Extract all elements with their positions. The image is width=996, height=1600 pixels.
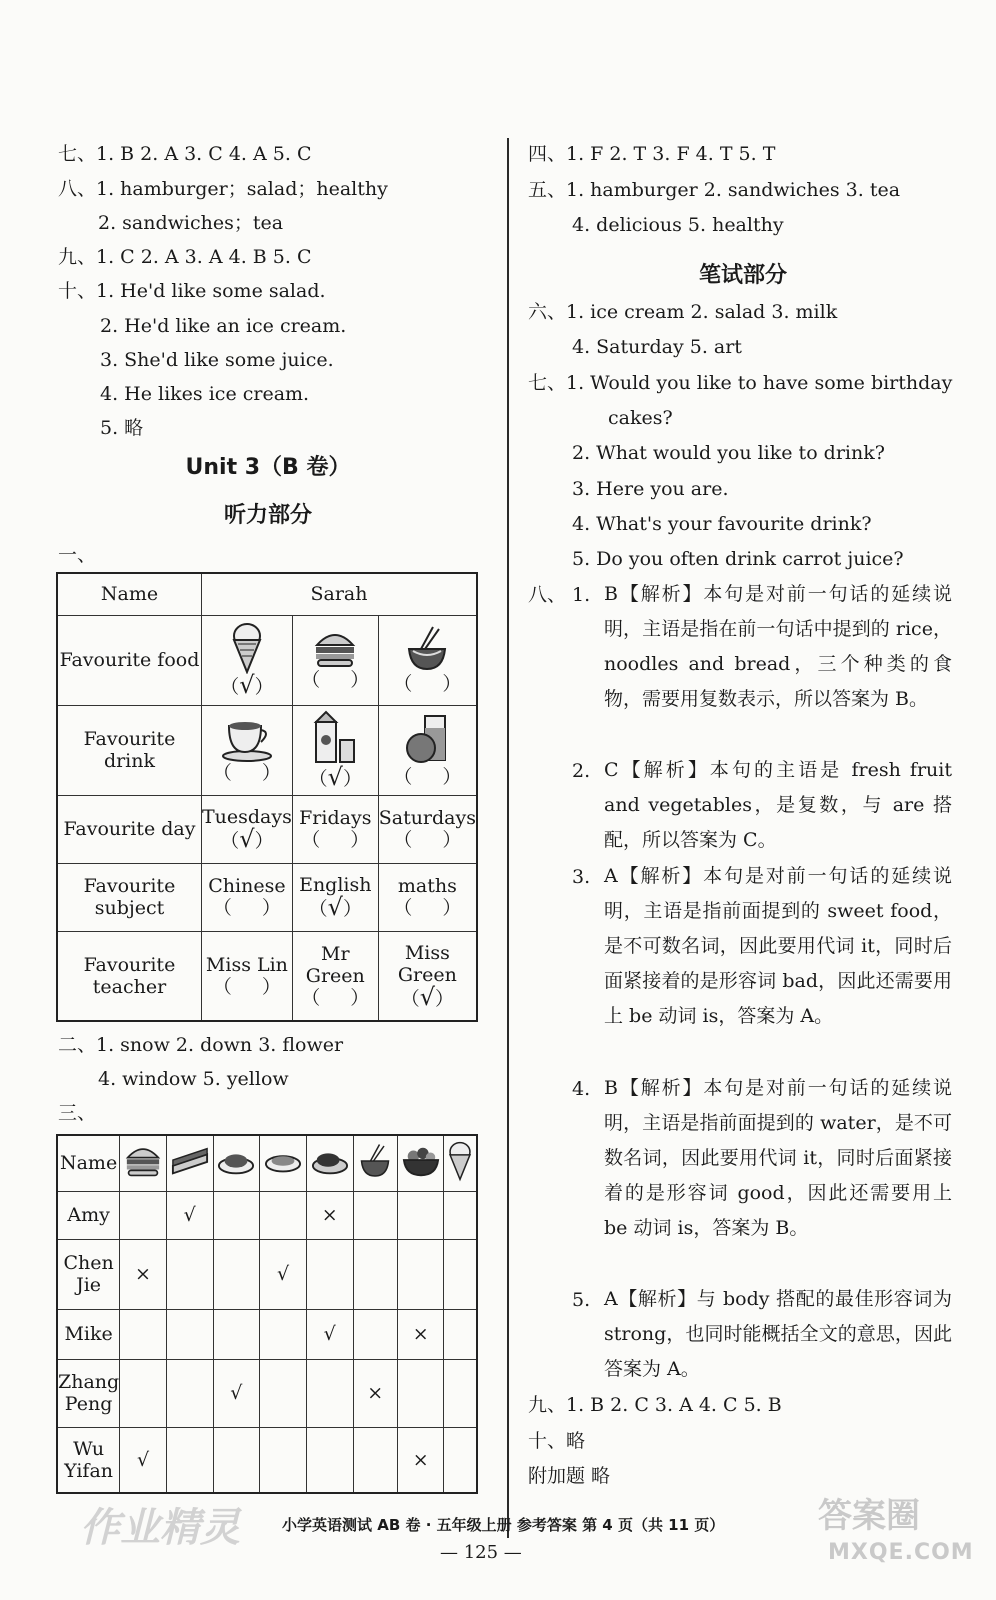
mark-cell — [444, 1359, 477, 1427]
q8-item-number: 2. — [572, 760, 591, 782]
mark-cell — [397, 1359, 444, 1427]
answer-mark: √ — [327, 893, 343, 921]
mark-cell — [260, 1191, 307, 1239]
table-cell — [201, 863, 292, 931]
answer-line-q7-1: 七、1. Would you like to have some birthday — [528, 372, 953, 394]
mark-cell — [213, 1427, 260, 1493]
paren-close: ） — [342, 898, 362, 920]
table-cell — [292, 863, 378, 931]
table-row — [57, 615, 477, 705]
mark-cell — [444, 1427, 477, 1493]
row-name: Mike — [57, 1309, 120, 1359]
table-row — [57, 931, 477, 1021]
milk-carton-icon — [312, 710, 358, 766]
mark-cell — [444, 1191, 477, 1239]
paren-open: （ — [220, 830, 240, 852]
watermark-right-top: 答案圈 — [818, 1496, 920, 1536]
salad-icon — [402, 1144, 440, 1178]
table-row — [57, 705, 477, 795]
mark-cell — [306, 1427, 353, 1493]
table-row — [57, 1427, 477, 1493]
paren-open: （ — [212, 975, 232, 998]
paren-open: （ — [301, 669, 321, 691]
table-row — [57, 1309, 477, 1359]
tea-cup-icon — [221, 716, 273, 762]
watermark-right-bottom: MXQE.COM — [828, 1540, 974, 1565]
row-name: Zhang Peng — [57, 1359, 120, 1427]
answer-line-q9: 九、1. B 2. C 3. A 4. C 5. B — [528, 1394, 782, 1416]
header-icon-cell — [306, 1135, 353, 1191]
header-icon-cell — [397, 1135, 444, 1191]
header-icon-cell — [120, 1135, 167, 1191]
mark-cell — [353, 1191, 397, 1239]
q1-label: 一、 — [58, 544, 97, 566]
q8-item-number: 5. — [572, 1289, 591, 1311]
cell-text: Chinese — [208, 875, 286, 897]
answer-line-q8-1: 八、1. hamburger；salad；healthy — [58, 178, 388, 200]
row-label: Favourite subject — [57, 863, 201, 931]
row-name: Amy — [57, 1191, 120, 1239]
table-cell — [292, 795, 378, 863]
answer-line-q8-2: 2. sandwiches；tea — [98, 212, 284, 234]
table-header-name: Name — [57, 1135, 120, 1191]
paren-close: ） — [442, 829, 462, 851]
answer-line-q4: 四、1. F 2. T 3. F 4. T 5. T — [528, 143, 776, 165]
mark-cell: × — [306, 1191, 353, 1239]
paren-close: ） — [261, 975, 281, 998]
mark-cell: × — [353, 1359, 397, 1427]
table-row — [57, 1239, 477, 1309]
table-cell — [292, 931, 378, 1021]
mark-cell — [444, 1309, 477, 1359]
row-name: Chen Jie — [57, 1239, 120, 1309]
unit-title: Unit 3（B 卷） — [185, 455, 351, 480]
answer-line-q7-4: 4. What's your favourite drink? — [572, 513, 872, 535]
table-cell — [201, 795, 292, 863]
mark-cell: √ — [213, 1359, 260, 1427]
mark-cell — [260, 1427, 307, 1493]
mark-cell — [353, 1309, 397, 1359]
table-cell — [201, 705, 292, 795]
mark-cell: √ — [306, 1309, 353, 1359]
mark-cell: √ — [120, 1427, 167, 1493]
noodles-icon — [403, 625, 451, 673]
noodles-icon — [357, 1143, 393, 1179]
cell-text: Miss Lin — [205, 953, 288, 976]
q8-item-explanation: B【解析】本句是对前一句话的延续说明，主语是指在前一句话中提到的 rice，noodles and bread，三个种类的食物，需要用复数表示，所以答案为 B。 — [604, 583, 952, 710]
hamburger-icon — [124, 1144, 162, 1178]
mark-cell: × — [120, 1239, 167, 1309]
table-header-person: Sarah — [201, 573, 477, 615]
answer-line-q10-2: 2. He'd like an ice cream. — [100, 315, 347, 337]
paren-open: （ — [393, 897, 413, 919]
paren-open: （ — [308, 898, 328, 920]
row-label: Favourite drink — [57, 705, 201, 795]
paren-close: ） — [442, 673, 462, 695]
mark-cell — [260, 1309, 307, 1359]
paren-open: （ — [393, 766, 413, 788]
paren-close: ） — [342, 768, 362, 790]
q8-item-explanation: C【解析】本句的主语是 fresh fruit and vegetables，是复数，与 are 搭配，所以答案为 C。 — [604, 759, 952, 851]
table-cell — [378, 795, 477, 863]
header-icon-cell — [166, 1135, 213, 1191]
mark-cell — [120, 1359, 167, 1427]
q8-prefix: 八、 — [528, 584, 567, 606]
cell-text: Miss Green — [397, 941, 457, 986]
q8-item-explanation: A【解析】与 body 搭配的最佳形容词为 strong，也同时能概括全文的意思，因此答案为 A。 — [604, 1288, 952, 1380]
answer-line-q2-1: 二、1. snow 2. down 3. flower — [58, 1034, 344, 1056]
paren-close: ） — [261, 897, 281, 919]
mark-cell — [306, 1359, 353, 1427]
mark-cell — [120, 1309, 167, 1359]
answer-line-q5-1: 五、1. hamburger 2. sandwiches 3. tea — [528, 179, 901, 201]
table-row — [57, 795, 477, 863]
cell-text: Tuesdays — [201, 806, 292, 828]
fish-icon — [264, 1148, 302, 1174]
mark-cell — [306, 1239, 353, 1309]
answer-line-q7: 七、1. B 2. A 3. C 4. A 5. C — [58, 143, 312, 165]
table-cell — [378, 705, 477, 795]
answer-line-q10-3: 3. She'd like some juice. — [100, 349, 334, 371]
paren-open: （ — [393, 829, 413, 851]
paren-close: ） — [350, 669, 370, 691]
paren-open: （ — [393, 673, 413, 695]
paren-open: （ — [220, 676, 240, 698]
mark-cell: × — [397, 1427, 444, 1493]
page-number: — 125 — — [440, 1542, 522, 1563]
answer-line-q7-2: 2. What would you like to drink? — [572, 442, 885, 464]
table-cell — [378, 863, 477, 931]
mark-cell — [397, 1191, 444, 1239]
q8-item-number: 4. — [572, 1078, 591, 1100]
column-divider — [507, 138, 509, 1538]
mark-cell — [353, 1239, 397, 1309]
answer-line-q6-2: 4. Saturday 5. art — [572, 336, 742, 358]
favourites-table — [56, 572, 478, 1022]
watermark-left: 作业精灵 — [80, 1505, 240, 1551]
row-label: Favourite day — [57, 795, 201, 863]
mark-cell: √ — [260, 1239, 307, 1309]
paren-close: ） — [350, 986, 370, 1009]
ice-cream-icon — [447, 1139, 473, 1183]
paren-open: （ — [308, 768, 328, 790]
header-icon-cell — [444, 1135, 477, 1191]
table-cell — [201, 615, 292, 705]
paren-open: （ — [301, 986, 321, 1009]
table-cell — [292, 615, 378, 705]
paren-close: ） — [435, 987, 455, 1010]
answer-line-q6-1: 六、1. ice cream 2. salad 3. milk — [528, 301, 838, 323]
row-label: Favourite food — [57, 615, 201, 705]
answer-mark: √ — [419, 982, 435, 1011]
answer-line-q7-3: 3. Here you are. — [572, 478, 729, 500]
mark-cell — [260, 1359, 307, 1427]
paren-close: ） — [442, 766, 462, 788]
paren-open: （ — [212, 762, 232, 784]
table-header-row — [57, 1135, 477, 1191]
footer-text: 小学英语测试 AB 卷 · 五年级上册 参考答案 第 4 页（共 11 页） — [282, 1516, 725, 1534]
answer-mark: √ — [327, 763, 343, 791]
mark-cell — [120, 1191, 167, 1239]
paren-close: ） — [261, 762, 281, 784]
hamburger-icon — [313, 629, 357, 669]
q8-item-number: 3. — [572, 866, 591, 888]
answer-line-q7-1b: cakes? — [608, 407, 673, 429]
mark-cell — [444, 1239, 477, 1309]
mark-cell — [166, 1427, 213, 1493]
section-listening-title: 听力部分 — [223, 503, 312, 528]
mark-cell — [166, 1239, 213, 1309]
mark-cell: √ — [166, 1191, 213, 1239]
answer-line-q9: 九、1. C 2. A 3. A 4. B 5. C — [58, 246, 312, 268]
q8-item-explanation: B【解析】本句是对前一句话的延续说明，主语是指前面提到的 water，是不可数名词，因此要用代词 it，同时后面紧接着的是形容词 good，因此还需要用上 be 动词 is，答案为 B。 — [604, 1077, 952, 1239]
answer-line-q5-2: 4. delicious 5. healthy — [572, 214, 784, 236]
paren-open: （ — [212, 897, 232, 919]
mark-cell — [213, 1191, 260, 1239]
paren-close: ） — [350, 829, 370, 851]
rice-dish-icon — [217, 1146, 255, 1176]
sandwich-icon — [171, 1146, 209, 1176]
answer-line-q10-1: 十、1. He'd like some salad. — [58, 280, 326, 302]
answer-mark: √ — [239, 825, 255, 853]
table-header-name: Name — [57, 573, 201, 615]
mark-cell — [166, 1309, 213, 1359]
cell-text: English — [299, 874, 372, 896]
row-name: Wu Yifan — [57, 1427, 120, 1493]
paren-close: ） — [442, 897, 462, 919]
mark-cell — [213, 1239, 260, 1309]
table-cell — [292, 705, 378, 795]
cell-text: Saturdays — [378, 807, 476, 829]
paren-open: （ — [301, 829, 321, 851]
cell-text: Mr Green — [305, 942, 365, 987]
mark-cell — [166, 1359, 213, 1427]
food-check-table — [56, 1134, 478, 1494]
paren-close: ） — [254, 830, 274, 852]
cell-text: Fridays — [299, 807, 372, 829]
paren-open: （ — [400, 987, 420, 1010]
ice-cream-icon — [230, 622, 264, 674]
table-row — [57, 863, 477, 931]
answer-mark: √ — [239, 671, 255, 699]
header-icon-cell — [213, 1135, 260, 1191]
mark-cell — [397, 1239, 444, 1309]
table-cell — [378, 615, 477, 705]
paren-close: ） — [254, 676, 274, 698]
answer-line-extra: 附加题 略 — [528, 1465, 611, 1487]
answer-line-q7-5: 5. Do you often drink carrot juice? — [572, 548, 904, 570]
table-cell — [378, 931, 477, 1021]
cell-text: maths — [397, 875, 457, 897]
mark-cell — [353, 1427, 397, 1493]
q8-item-number: 1. — [572, 584, 591, 606]
answer-line-q10: 十、略 — [528, 1430, 586, 1452]
section-written-title: 笔试部分 — [698, 263, 787, 288]
table-row — [57, 1191, 477, 1239]
answer-line-q10-5: 5. 略 — [100, 417, 144, 439]
answer-line-q2-2: 4. window 5. yellow — [98, 1068, 289, 1090]
mark-cell — [213, 1309, 260, 1359]
row-label: Favourite teacher — [57, 931, 201, 1021]
meat-dish-icon — [311, 1146, 349, 1176]
q8-item-explanation: A【解析】本句是对前一句话的延续说明，主语是指前面提到的 sweet food，是不可数名词，因此要用代词 it，同时后面紧接着的是形容词 bad，因此还需要用上 be 动词 is，答案为 A。 — [604, 865, 952, 1027]
table-row — [57, 1359, 477, 1427]
juice-icon — [403, 712, 451, 766]
answer-line-q10-4: 4. He likes ice cream. — [100, 383, 310, 405]
mark-cell: × — [397, 1309, 444, 1359]
table-cell — [201, 931, 292, 1021]
header-icon-cell — [260, 1135, 307, 1191]
header-icon-cell — [353, 1135, 397, 1191]
q3-label: 三、 — [58, 1102, 97, 1124]
